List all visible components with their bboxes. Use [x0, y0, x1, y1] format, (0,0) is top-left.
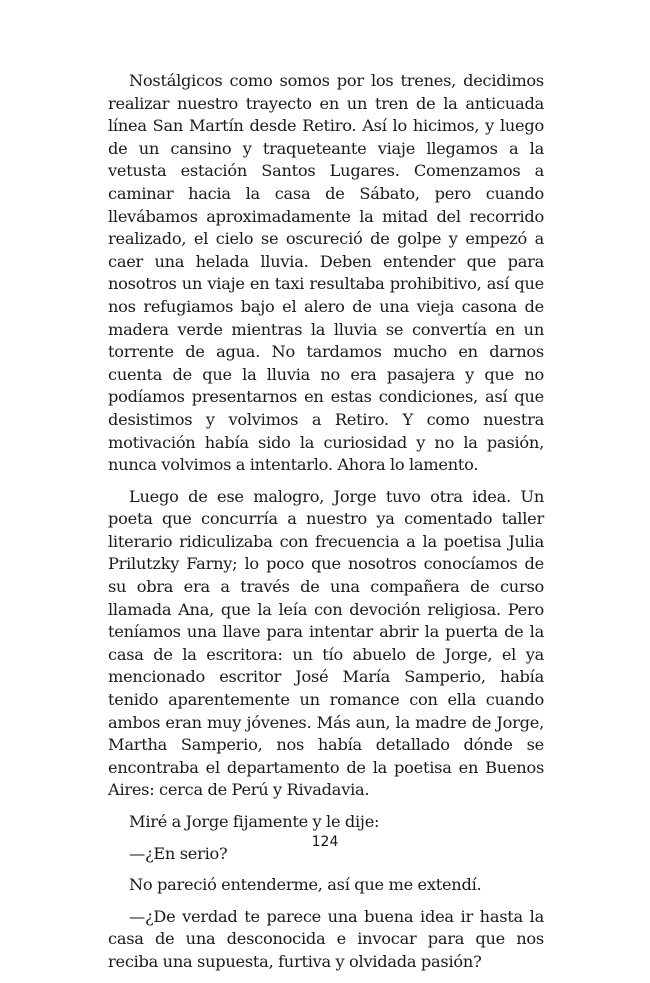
- paragraph: Luego de ese malogro, Jorge tuvo otra idea. Un poeta que concurría a nuestro ya comentado taller literario ridiculizaba con frecuencia a la poetisa Julia Prilutzky Farny; lo poco que nosotros conocíamos de su obra era a través de una compañera de curso llamada Ana, que la leía con devoción religiosa. Pero teníamos una llave para intentar abrir la puerta de la casa de la escritora: un tío abuelo de Jorge, el ya mencionado escritor José María Samperio, había tenido aparentemente un romance con ella cuando ambos eran muy jóvenes. Más aun, la madre de Jorge, Martha Samperio, nos había detallado dónde se encontraba el departamento de la poetisa en Buenos Aires: cerca de Perú y Rivadavia.: [108, 486, 544, 800]
- page-number: 124: [311, 834, 339, 850]
- paragraph: —¿De verdad te parece una buena idea ir hasta la casa de una desconocida e invocar para que nos reciba una supuesta, furtiva y olvidada pasión?: [108, 906, 544, 971]
- paragraph: Nostálgicos como somos por los trenes, decidimos realizar nuestro trayecto en un tren de la anticuada línea San Martín desde Retiro. Así lo hicimos, y luego de un cansino y traqueteante viaje llegamos a la vetusta estación Santos Lugares. Comenzamos a caminar hacia la casa de Sábato, pero cuando llevábamos aproximadamente la mitad del recorrido realizado, el cielo se oscureció de golpe y empezó a caer una helada lluvia. Deben entender que para nosotros un viaje en taxi resultaba prohibitivo, así que nos refugiamos bajo el alero de una vieja casona de madera verde mientras la lluvia se convertía en un torrente de agua. No tardamos mucho en darnos cuenta de que la lluvia no era pasajera y que no podíamos presentarnos en estas condiciones, así que desistimos y volvimos a Retiro. Y como nuestra motivación había sido la curiosidad y no la pasión, nunca volvimos a intentarlo. Ahora lo lamento.: [108, 71, 544, 475]
- paragraph: —¿En serio?: [129, 843, 228, 863]
- paragraph: No pareció entenderme, así que me extendí.: [129, 875, 482, 895]
- paragraph: Miré a Jorge fijamente y le dije:: [129, 812, 380, 831]
